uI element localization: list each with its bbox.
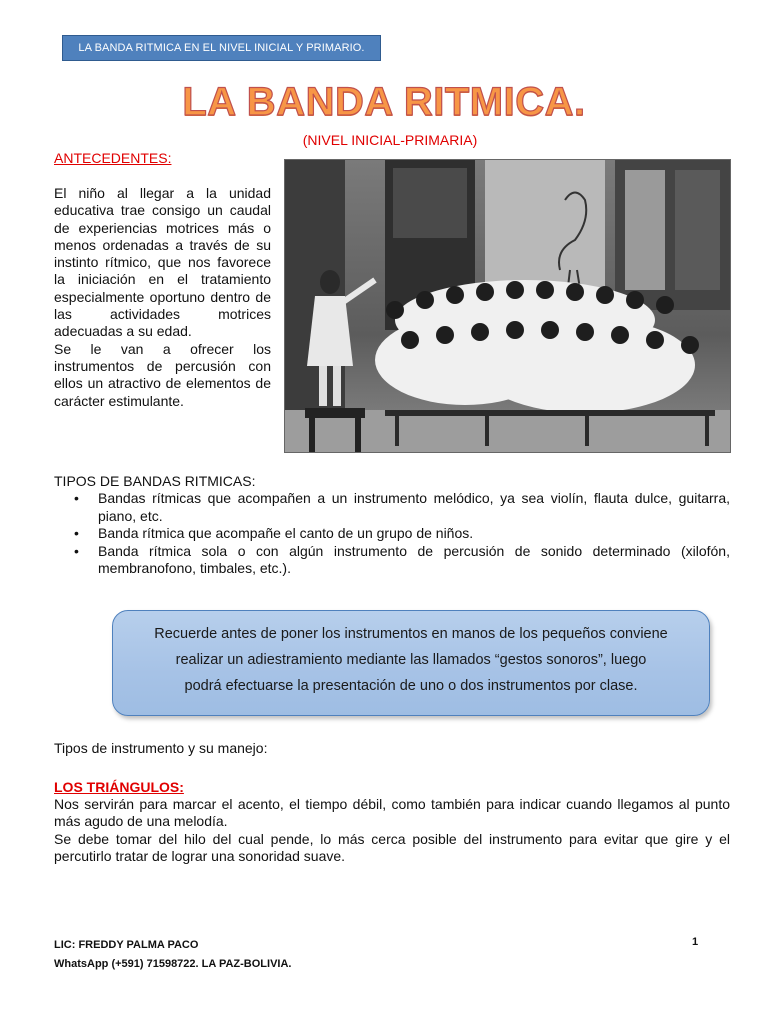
manejo-heading: Tipos de instrumento y su manejo: bbox=[54, 740, 268, 756]
bullet-icon: • bbox=[74, 525, 79, 541]
antecedentes-paragraph-1: El niño al llegar a la unidad educativa trae consigo un caudal de experiencias motrices más o menos ordenadas a través de su instinto rítmico, que nos favorece la iniciación en el tratamiento especialmente oportuno dentro de las actividades motrices adecuadas a su edad. bbox=[54, 185, 271, 340]
list-item bbox=[54, 525, 730, 543]
page-subtitle: (NIVEL INICIAL-PRIMARIA) bbox=[302, 132, 478, 148]
page-title: LA BANDA RITMICA. bbox=[182, 80, 586, 124]
callout-line-1: Recuerde antes de poner los instrumentos en manos de los pequeños conviene bbox=[154, 626, 668, 642]
tipos-heading: TIPOS DE BANDAS RITMICAS: bbox=[54, 473, 256, 489]
page-number: 1 bbox=[692, 936, 699, 948]
footer bbox=[54, 936, 291, 974]
triangulos-paragraph-1: Nos servirán para marcar el acento, el tiempo débil, como también para indicar cuando llegamos al punto más agudo de una melodía. bbox=[54, 796, 730, 830]
list-item-text: Banda rítmica que acompañe el canto de un grupo de niños. bbox=[98, 525, 474, 541]
callout-line-2: realizar un adiestramiento mediante las llamados “gestos sonoros”, luego bbox=[175, 652, 647, 668]
bullet-icon: • bbox=[74, 542, 79, 559]
tipos-list bbox=[54, 490, 730, 578]
callout-line-3: podrá efectuarse la presentación de uno o dos instrumentos por clase. bbox=[184, 678, 638, 694]
list-item bbox=[54, 543, 730, 578]
footer-contact: WhatsApp (+591) 71598722. LA PAZ-BOLIVIA. bbox=[54, 958, 292, 970]
header-tag: LA BANDA RITMICA EN EL NIVEL INICIAL Y PRIMARIO. bbox=[62, 35, 381, 61]
list-item-text: Banda rítmica sola o con algún instrumento de percusión de sonido determinado (xilofón, membranofono, timbales, etc.). bbox=[98, 542, 730, 576]
triangulos-paragraph-2: Se debe tomar del hilo del cual pende, lo más cerca posible del instrumento para evitar que gire y el percutirlo tratar de lograr una sonoridad suave. bbox=[54, 830, 730, 864]
bullet-icon: • bbox=[74, 490, 79, 506]
antecedentes-text bbox=[54, 185, 271, 410]
triangulos-heading: LOS TRIÁNGULOS: bbox=[54, 779, 184, 795]
triangulos-text bbox=[54, 796, 730, 865]
callout-box bbox=[112, 610, 710, 716]
antecedentes-paragraph-2: Se le van a ofrecer los instrumentos de percusión con ellos un atractivo de elementos de carácter estimulante. bbox=[54, 340, 271, 409]
list-item-text: Bandas rítmicas que acompañen a un instrumento melódico, ya sea violín, flauta dulce, guitarra, piano, etc. bbox=[98, 490, 730, 524]
list-item bbox=[54, 490, 730, 525]
footer-author: LIC: FREDDY PALMA PACO bbox=[54, 939, 199, 951]
classroom-photo bbox=[284, 159, 731, 453]
antecedentes-heading: ANTECEDENTES: bbox=[54, 150, 172, 166]
